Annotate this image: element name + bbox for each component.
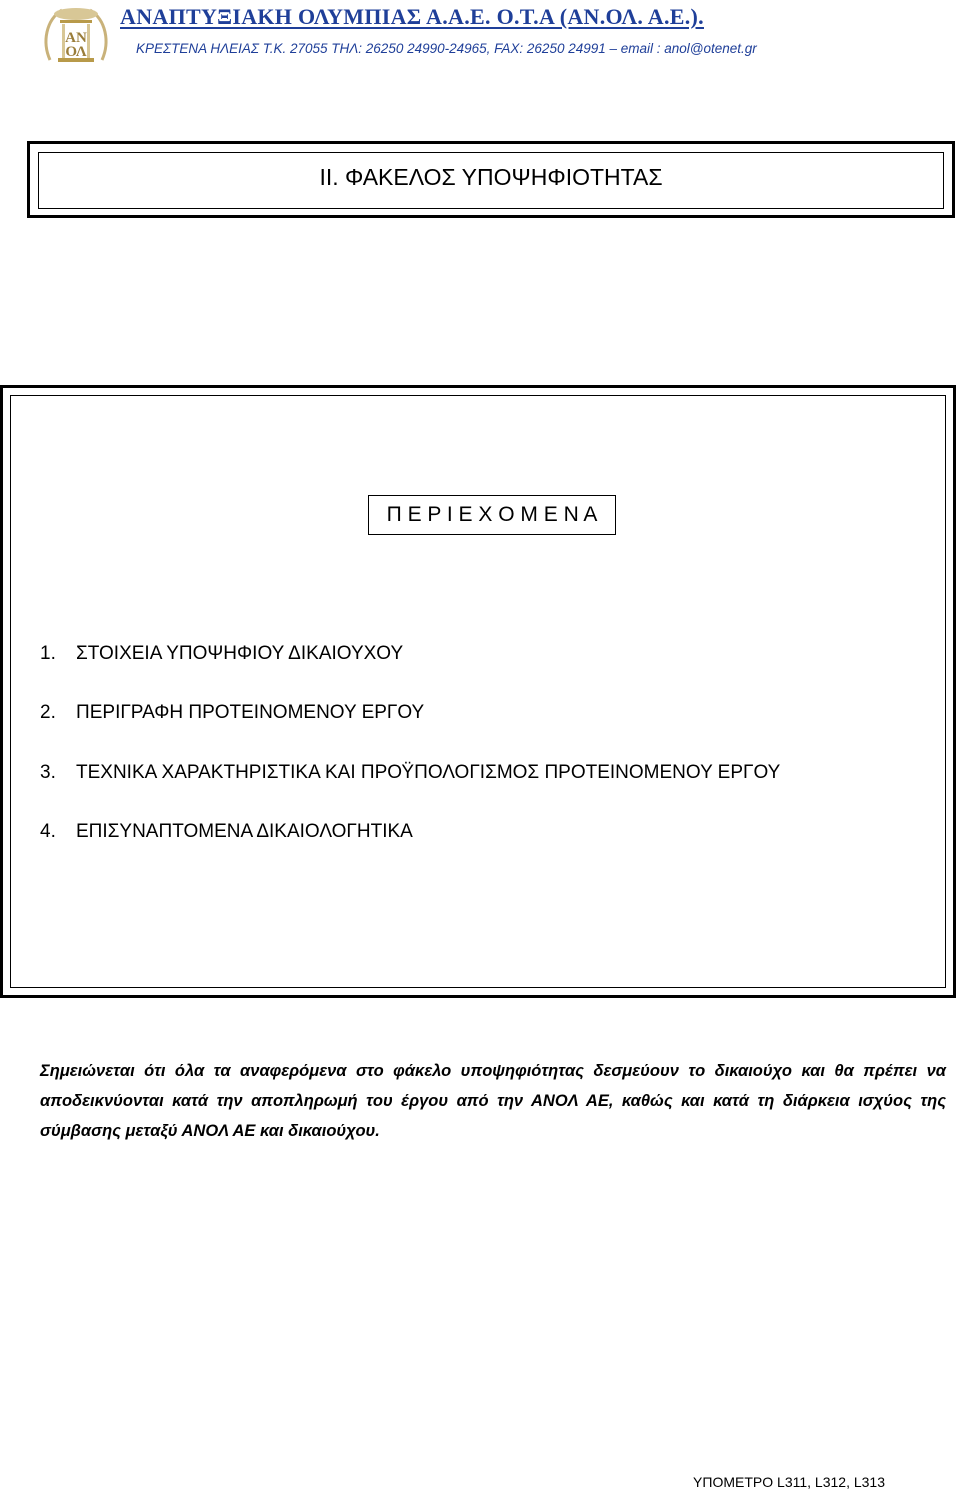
- section-title: ΙΙ. ΦΑΚΕΛΟΣ ΥΠΟΨΗΦΙΟΤΗΤΑΣ: [319, 164, 663, 190]
- toc-item: [40, 702, 424, 724]
- page-footer: ΥΠΟΜΕΤΡΟ L311, L312, L313: [693, 1474, 885, 1490]
- svg-text:ΑΝ: ΑΝ: [65, 30, 87, 46]
- svg-text:ΟΛ: ΟΛ: [65, 44, 87, 60]
- organization-logo: [40, 2, 112, 68]
- toc-item: [40, 643, 403, 665]
- organization-title: ΑΝΑΠΤΥΞΙΑΚΗ ΟΛΥΜΠΙΑΣ Α.Α.Ε. Ο.Τ.Α (ΑΝ.ΟΛ. Α.Ε.).: [120, 4, 704, 29]
- toc-item-number: 4.: [40, 821, 56, 842]
- toc-item-number: 2.: [40, 702, 56, 723]
- note-paragraph: Σημειώνεται ότι όλα τα αναφερόμενα στο φάκελο υποψηφιότητας δεσμεύουν το δικαιούχο και θα πρέπει να αποδεικνύονται κατά την αποπληρωμή του έργου από την ΑΝΟΛ ΑΕ, καθώς και κατά τη διάρκεια ισχύος της σύμβασης μεταξύ ΑΝΟΛ ΑΕ και δικαιούχου.: [40, 1062, 946, 1140]
- contents-heading: Π Ε Ρ Ι Ε Χ Ο Μ Ε Ν Α: [368, 495, 616, 535]
- section-title-box: [27, 141, 955, 218]
- toc-item-label: ΕΠΙΣΥΝΑΠΤΟΜΕΝΑ ΔΙΚΑΙΟΛΟΓΗΤΙΚΑ: [76, 821, 413, 842]
- toc-item-label: ΣΤΟΙΧΕΙΑ ΥΠΟΨΗΦΙΟΥ ΔΙΚΑΙΟΥΧΟΥ: [76, 643, 404, 664]
- toc-item-label: ΤΕΧΝΙΚΑ ΧΑΡΑΚΤΗΡΙΣΤΙΚΑ ΚΑΙ ΠΡΟΫΠΟΛΟΓΙΣΜΟΣ ΠΡΟΤΕΙΝΟΜΕΝΟΥ ΕΡΓΟΥ: [76, 762, 781, 783]
- toc-item-label: ΠΕΡΙΓΡΑΦΗ ΠΡΟΤΕΙΝΟΜΕΝΟΥ ΕΡΓΟΥ: [76, 702, 425, 723]
- logo-emblem-icon: [40, 2, 112, 68]
- toc-item: [40, 821, 413, 843]
- contents-inner-border: [10, 395, 946, 988]
- organization-contact: ΚΡΕΣΤΕΝΑ ΗΛΕΙΑΣ Τ.Κ. 27055 ΤΗΛ: 26250 24990-24965, FAX: 26250 24991 – email : anol@otenet.gr: [136, 41, 757, 56]
- contents-box: [0, 385, 956, 998]
- toc-item-number: 1.: [40, 643, 56, 664]
- toc-item: [40, 762, 780, 784]
- toc-item-number: 3.: [40, 762, 56, 783]
